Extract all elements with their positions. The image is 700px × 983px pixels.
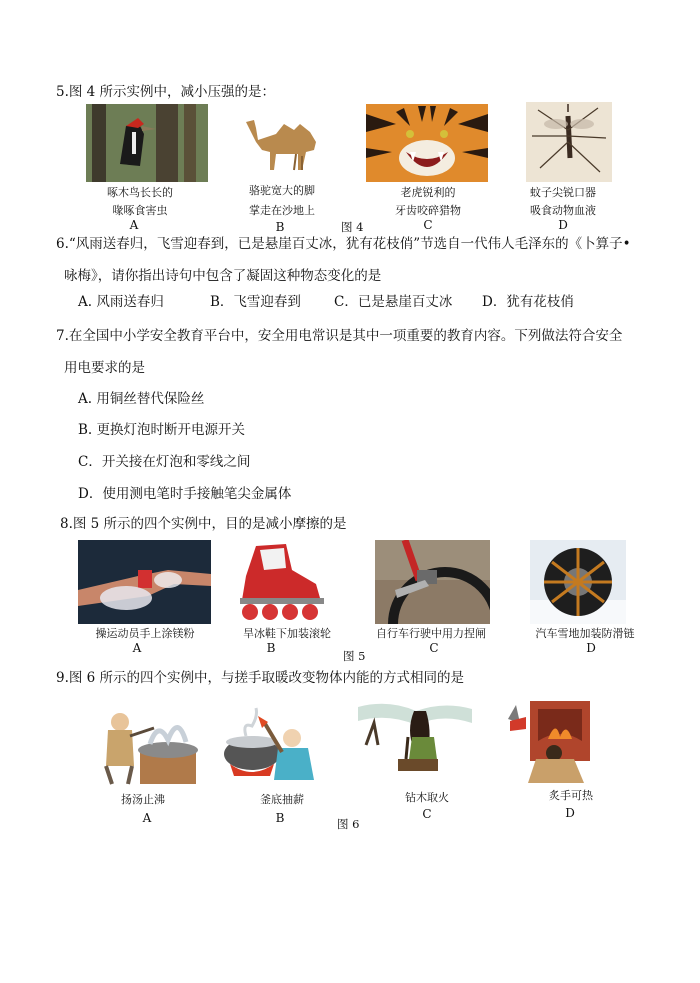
stirring-soup-illustration	[94, 700, 204, 786]
q5-c-caption-line2: 牙齿咬碎猎物	[395, 204, 461, 217]
q7-option-d: D．使用测电笔时手接触笔尖金属体	[78, 486, 292, 502]
q6-stem-line2: 咏梅》，请你指出诗句中包含了凝固这种物态变化的是	[64, 268, 382, 284]
q9-c-caption: 钻木取火	[405, 791, 449, 804]
q6-option-c: C．已是悬崖百丈冰	[334, 294, 453, 310]
woodpecker-image	[86, 104, 208, 182]
pulling-firewood-illustration	[216, 700, 326, 786]
q5-c-letter: C	[423, 218, 433, 232]
q5-b-letter: B	[275, 220, 285, 234]
q9-d-letter: D	[565, 806, 575, 820]
q9-d-caption: 炙手可热	[549, 789, 593, 802]
q8-b-letter: B	[266, 641, 276, 655]
mosquito-image	[526, 102, 612, 182]
q9-stem: 9.图 6 所示的四个实例中，与搓手取暖改变物体内能的方式相同的是	[56, 670, 465, 686]
q8-c-letter: C	[429, 641, 439, 655]
q7-option-a: A. 用铜丝替代保险丝	[78, 391, 205, 407]
q9-a-caption: 扬汤止沸	[121, 793, 165, 806]
warming-hands-illustration	[500, 697, 610, 785]
q8-a-letter: A	[132, 641, 142, 655]
q8-b-caption: 旱冰鞋下加装滚轮	[243, 627, 331, 640]
q5-c-caption-line1: 老虎锐利的	[400, 186, 456, 199]
q6-stem-line1: 6.“风雨送春归，飞雪迎春到，已是悬崖百丈冰，犹有花枝俏”节选自一代伟人毛泽东的《卜算子•	[56, 236, 631, 252]
q5-b-caption-line2: 掌走在沙地上	[249, 204, 315, 217]
q9-b-letter: B	[275, 811, 285, 825]
q7-option-c: C．开关接在灯泡和零线之间	[78, 454, 251, 470]
q5-d-caption-line2: 吸食动物血液	[530, 204, 596, 217]
q9-c-letter: C	[422, 807, 432, 821]
q9-b-caption: 釜底抽薪	[260, 793, 304, 806]
q5-a-letter: A	[129, 218, 139, 232]
gymnast-chalk-image	[78, 540, 211, 624]
snow-chain-tire-image	[530, 540, 626, 624]
drilling-wood-fire-illustration	[358, 697, 472, 785]
q8-a-caption: 操运动员手上涂镁粉	[95, 627, 195, 640]
q6-option-b: B．飞雪迎春到	[210, 294, 301, 310]
q8-d-letter: D	[586, 641, 596, 655]
figure-6-label: 图 6	[337, 817, 360, 831]
q5-stem: 5.图 4 所示实例中，减小压强的是：	[56, 84, 276, 100]
q7-stem-line2: 用电要求的是	[64, 360, 145, 376]
roller-skate-image	[226, 540, 336, 624]
q8-c-caption: 自行车行驶中用力捏闸	[376, 627, 486, 640]
q6-option-a: A. 风雨送春归	[78, 294, 164, 310]
q5-b-caption-line1: 骆驼宽大的脚	[249, 184, 315, 197]
q5-a-caption-line1: 啄木鸟长长的	[107, 186, 173, 199]
q8-d-caption: 汽车雪地加装防滑链	[535, 627, 635, 640]
q6-option-d: D．犹有花枝俏	[482, 294, 574, 310]
figure-4-label: 图 4	[341, 220, 364, 234]
bicycle-brake-image	[375, 540, 490, 624]
figure-5-label: 图 5	[343, 649, 366, 663]
q5-d-caption-line1: 蚊子尖锐口器	[530, 186, 596, 199]
q7-stem-line1: 7.在全国中小学安全教育平台中，安全用电常识是其中一项重要的教育内容。下列做法符合安全	[56, 328, 623, 344]
tiger-image	[366, 104, 488, 182]
camel-image	[236, 108, 330, 174]
q8-stem: 8.图 5 所示的四个实例中，目的是减小摩擦的是	[60, 516, 347, 532]
q9-a-letter: A	[142, 811, 152, 825]
q5-a-caption-line2: 喙啄食害虫	[112, 204, 168, 217]
q5-d-letter: D	[558, 218, 568, 232]
q7-option-b: B. 更换灯泡时断开电源开关	[78, 422, 246, 438]
